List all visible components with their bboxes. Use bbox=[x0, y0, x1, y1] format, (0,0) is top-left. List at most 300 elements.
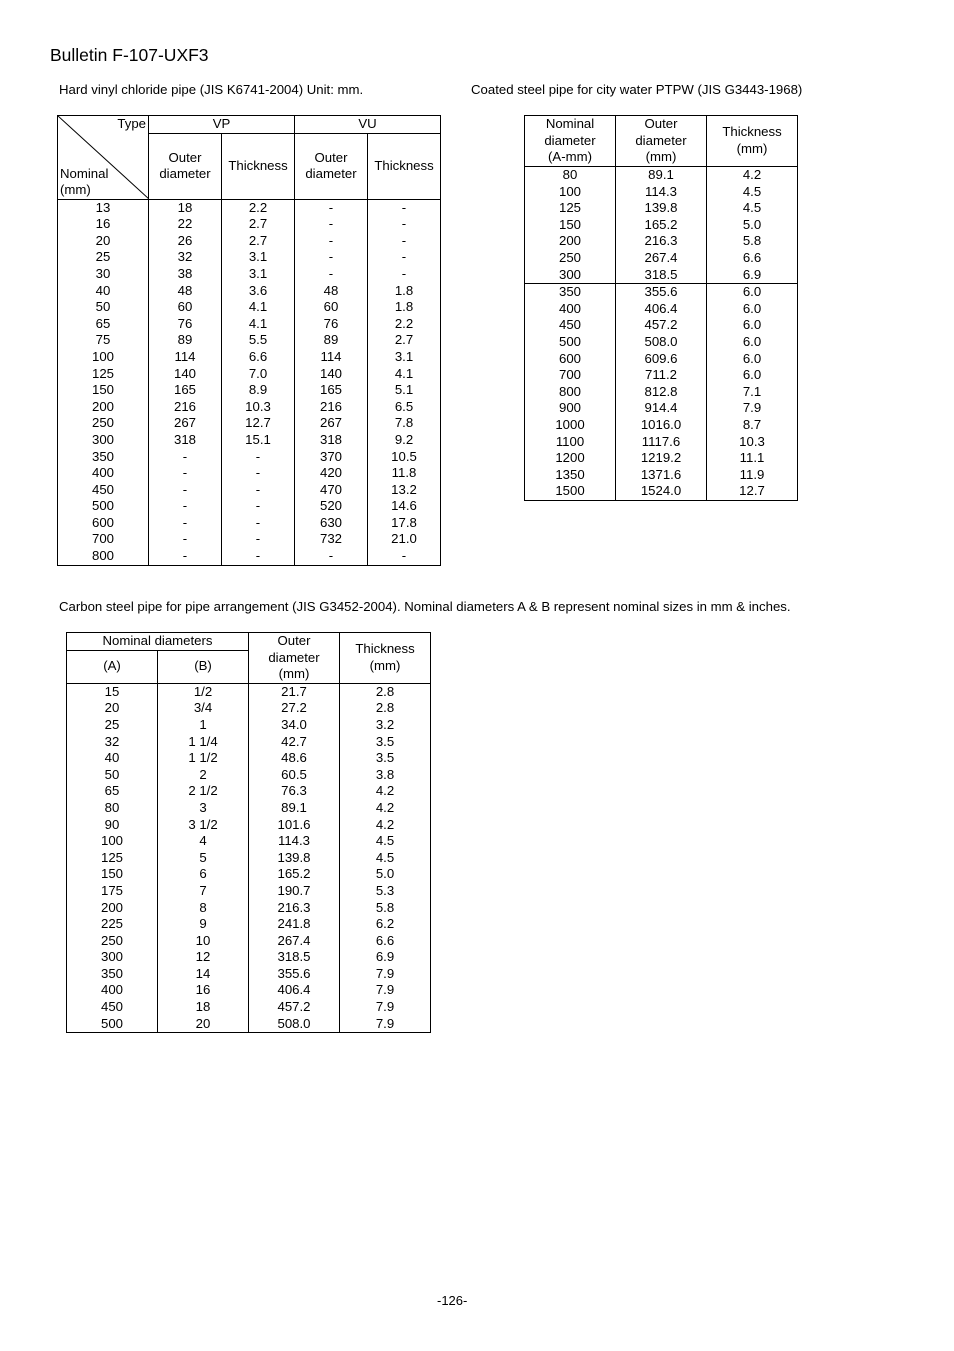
table-cell: 1200 bbox=[525, 450, 616, 467]
table-cell: 7.0 bbox=[222, 366, 295, 383]
table-cell: 10.3 bbox=[222, 399, 295, 416]
table-cell: 6.0 bbox=[707, 284, 798, 301]
table-cell: 914.4 bbox=[616, 400, 707, 417]
table-cell: 2 1/2 bbox=[158, 783, 249, 800]
table-row bbox=[58, 249, 441, 266]
vinyl-pipe-rows bbox=[58, 199, 441, 565]
table-cell: 25 bbox=[58, 249, 149, 266]
table-cell: 7.9 bbox=[340, 982, 431, 999]
table-cell: 140 bbox=[149, 366, 222, 383]
table-cell: 420 bbox=[295, 465, 368, 482]
table-cell: 76.3 bbox=[249, 783, 340, 800]
table-cell: - bbox=[368, 249, 441, 266]
table-cell: 89 bbox=[295, 332, 368, 349]
table-cell: 8.7 bbox=[707, 417, 798, 434]
table-row bbox=[58, 299, 441, 316]
header-line: Outer bbox=[277, 633, 311, 648]
table-cell: 27.2 bbox=[249, 700, 340, 717]
table-cell: 4.5 bbox=[707, 184, 798, 201]
table-cell: 3 bbox=[158, 800, 249, 817]
coated-pipe-caption: Coated steel pipe for city water PTPW (JIS G3443-1968) bbox=[471, 82, 803, 97]
header-line: (mm) bbox=[645, 149, 677, 165]
table-row bbox=[58, 399, 441, 416]
table-cell: 65 bbox=[67, 783, 158, 800]
table-row bbox=[58, 498, 441, 515]
table-cell: 5.8 bbox=[707, 233, 798, 250]
table-cell: 200 bbox=[67, 900, 158, 917]
table-cell: 1350 bbox=[525, 467, 616, 484]
table-row bbox=[67, 734, 431, 751]
table-cell: 20 bbox=[158, 1016, 249, 1033]
table-row bbox=[58, 449, 441, 466]
table-cell: 700 bbox=[58, 531, 149, 548]
table-cell: 11.1 bbox=[707, 450, 798, 467]
table-cell: 1.8 bbox=[368, 299, 441, 316]
table-row bbox=[525, 400, 798, 417]
table-cell: 80 bbox=[525, 167, 616, 184]
table-cell: 15 bbox=[67, 683, 158, 700]
table-cell: 350 bbox=[58, 449, 149, 466]
table-cell: 1 bbox=[158, 717, 249, 734]
header-line: diameter bbox=[544, 132, 596, 148]
table-cell: 700 bbox=[525, 367, 616, 384]
table-cell: 350 bbox=[525, 284, 616, 301]
outer-diameter-header bbox=[249, 633, 340, 684]
table-cell: 114.3 bbox=[249, 833, 340, 850]
table-row bbox=[58, 266, 441, 283]
table-row bbox=[58, 515, 441, 532]
table-cell: - bbox=[149, 531, 222, 548]
carbon-pipe-caption: Carbon steel pipe for pipe arrangement (JIS G3452-2004). Nominal diameters A & B represent nominal sizes in mm & inches. bbox=[59, 599, 791, 614]
table-row bbox=[525, 384, 798, 401]
table-cell: 125 bbox=[67, 850, 158, 867]
table-cell: 76 bbox=[149, 316, 222, 333]
table-cell: - bbox=[368, 233, 441, 250]
table-cell: - bbox=[368, 548, 441, 565]
table-row bbox=[58, 366, 441, 383]
table-cell: 4.5 bbox=[340, 833, 431, 850]
table-cell: 3.2 bbox=[340, 717, 431, 734]
table-cell: 7 bbox=[158, 883, 249, 900]
table-cell: 100 bbox=[67, 833, 158, 850]
table-cell: 9.2 bbox=[368, 432, 441, 449]
carbon-pipe-rows bbox=[67, 683, 431, 1032]
table-cell: 40 bbox=[58, 283, 149, 300]
table-cell: 11.8 bbox=[368, 465, 441, 482]
table-row bbox=[525, 200, 798, 217]
table-cell: 216 bbox=[149, 399, 222, 416]
table-cell: 5.8 bbox=[340, 900, 431, 917]
table-row bbox=[67, 800, 431, 817]
table-cell: 900 bbox=[525, 400, 616, 417]
table-cell: 4.2 bbox=[340, 800, 431, 817]
table-cell: 300 bbox=[58, 432, 149, 449]
table-row bbox=[67, 916, 431, 933]
header-line: Thickness bbox=[722, 124, 782, 140]
table-cell: 1219.2 bbox=[616, 450, 707, 467]
table-cell: 5 bbox=[158, 850, 249, 867]
table-cell: 6.0 bbox=[707, 301, 798, 318]
table-cell: 318.5 bbox=[249, 949, 340, 966]
table-row bbox=[525, 317, 798, 334]
table-row bbox=[525, 217, 798, 234]
coated-pipe-table bbox=[524, 115, 798, 501]
table-row bbox=[525, 450, 798, 467]
table-cell: - bbox=[368, 199, 441, 216]
table-row bbox=[67, 883, 431, 900]
table-cell: 450 bbox=[525, 317, 616, 334]
vinyl-pipe-caption: Hard vinyl chloride pipe (JIS K6741-2004) Unit: mm. bbox=[59, 82, 364, 97]
table-cell: 12.7 bbox=[222, 415, 295, 432]
table-cell: 40 bbox=[67, 750, 158, 767]
outer-diameter-header bbox=[616, 116, 707, 167]
table-row bbox=[58, 349, 441, 366]
table-row bbox=[58, 216, 441, 233]
table-cell: 3/4 bbox=[158, 700, 249, 717]
table-cell: 6.0 bbox=[707, 367, 798, 384]
table-cell: 406.4 bbox=[249, 982, 340, 999]
table-cell: 48 bbox=[149, 283, 222, 300]
table-cell: 2.7 bbox=[368, 332, 441, 349]
table-row bbox=[525, 434, 798, 451]
table-cell: 16 bbox=[58, 216, 149, 233]
table-cell: - bbox=[149, 482, 222, 499]
table-cell: 7.9 bbox=[707, 400, 798, 417]
table-cell: 5.0 bbox=[340, 866, 431, 883]
table-cell: 89 bbox=[149, 332, 222, 349]
table-cell: 470 bbox=[295, 482, 368, 499]
table-cell: 32 bbox=[67, 734, 158, 751]
table-cell: 5.5 bbox=[222, 332, 295, 349]
table-cell: 12.7 bbox=[707, 483, 798, 500]
table-row bbox=[525, 367, 798, 384]
table-cell: 6.0 bbox=[707, 317, 798, 334]
table-cell: 50 bbox=[67, 767, 158, 784]
table-row bbox=[67, 982, 431, 999]
table-cell: 89.1 bbox=[616, 167, 707, 184]
table-cell: 7.9 bbox=[340, 999, 431, 1016]
table-cell: 2 bbox=[158, 767, 249, 784]
table-cell: 60 bbox=[295, 299, 368, 316]
table-cell: 6.0 bbox=[707, 351, 798, 368]
table-cell: 114.3 bbox=[616, 184, 707, 201]
table-row bbox=[58, 316, 441, 333]
table-cell: 508.0 bbox=[249, 1016, 340, 1033]
table-cell: - bbox=[295, 233, 368, 250]
table-row bbox=[525, 483, 798, 500]
table-cell: 4.1 bbox=[368, 366, 441, 383]
table-cell: 3.5 bbox=[340, 750, 431, 767]
table-row bbox=[525, 267, 798, 284]
table-cell: 18 bbox=[149, 199, 222, 216]
table-cell: 6.2 bbox=[340, 916, 431, 933]
table-cell: 90 bbox=[67, 817, 158, 834]
table-cell: 406.4 bbox=[616, 301, 707, 318]
table-row bbox=[58, 415, 441, 432]
table-cell: 4.5 bbox=[707, 200, 798, 217]
table-cell: - bbox=[222, 498, 295, 515]
table-cell: 80 bbox=[67, 800, 158, 817]
table-cell: 6.0 bbox=[707, 334, 798, 351]
table-cell: 450 bbox=[58, 482, 149, 499]
table-cell: 4.2 bbox=[707, 167, 798, 184]
table-row bbox=[67, 767, 431, 784]
table-cell: 125 bbox=[58, 366, 149, 383]
table-cell: 3.1 bbox=[222, 266, 295, 283]
table-cell: 1100 bbox=[525, 434, 616, 451]
table-row bbox=[58, 482, 441, 499]
table-cell: - bbox=[149, 465, 222, 482]
table-cell: 20 bbox=[58, 233, 149, 250]
table-cell: 15.1 bbox=[222, 432, 295, 449]
table-row bbox=[58, 465, 441, 482]
table-cell: 267.4 bbox=[616, 250, 707, 267]
table-cell: 318 bbox=[149, 432, 222, 449]
table-cell: 14 bbox=[158, 966, 249, 983]
header-line: Thickness bbox=[355, 641, 415, 657]
table-cell: - bbox=[149, 515, 222, 532]
table-cell: 16 bbox=[158, 982, 249, 999]
nominal-diameters-header: Nominal diameters bbox=[67, 633, 249, 651]
table-cell: - bbox=[222, 515, 295, 532]
table-cell: 500 bbox=[58, 498, 149, 515]
table-cell: - bbox=[368, 266, 441, 283]
table-cell: 139.8 bbox=[616, 200, 707, 217]
table-cell: 6.6 bbox=[707, 250, 798, 267]
table-cell: 2.2 bbox=[368, 316, 441, 333]
header-line: diameter bbox=[635, 132, 687, 148]
table-cell: 7.1 bbox=[707, 384, 798, 401]
table-cell: 520 bbox=[295, 498, 368, 515]
table-row bbox=[525, 417, 798, 434]
table-row bbox=[525, 284, 798, 301]
table-cell: 267 bbox=[149, 415, 222, 432]
table-cell: - bbox=[295, 548, 368, 565]
table-cell: 350 bbox=[67, 966, 158, 983]
table-cell: - bbox=[149, 449, 222, 466]
header-line: (mm) bbox=[736, 141, 768, 156]
table-cell: 400 bbox=[67, 982, 158, 999]
table-cell: 7.9 bbox=[340, 966, 431, 983]
table-cell: 711.2 bbox=[616, 367, 707, 384]
table-row bbox=[525, 334, 798, 351]
table-cell: 267.4 bbox=[249, 933, 340, 950]
table-row bbox=[67, 900, 431, 917]
table-cell: 150 bbox=[67, 866, 158, 883]
coated-pipe-rows-group-2 bbox=[525, 284, 798, 501]
table-cell: 400 bbox=[58, 465, 149, 482]
vu-header: VU bbox=[295, 116, 441, 134]
table-row bbox=[525, 233, 798, 250]
table-cell: 2.8 bbox=[340, 683, 431, 700]
table-cell: 800 bbox=[525, 384, 616, 401]
table-cell: 139.8 bbox=[249, 850, 340, 867]
table-row bbox=[525, 467, 798, 484]
table-cell: 14.6 bbox=[368, 498, 441, 515]
table-row bbox=[58, 382, 441, 399]
table-row bbox=[58, 432, 441, 449]
table-row bbox=[525, 301, 798, 318]
table-cell: 165.2 bbox=[616, 217, 707, 234]
header-line: Nominal bbox=[545, 116, 595, 132]
table-cell: 1117.6 bbox=[616, 434, 707, 451]
table-cell: 1500 bbox=[525, 483, 616, 500]
header-line: (mm) bbox=[278, 666, 310, 682]
table-cell: 8.9 bbox=[222, 382, 295, 399]
table-cell: 21.0 bbox=[368, 531, 441, 548]
table-cell: - bbox=[295, 266, 368, 283]
table-cell: 60.5 bbox=[249, 767, 340, 784]
page-title: Bulletin F-107-UXF3 bbox=[50, 45, 209, 65]
table-cell: 457.2 bbox=[616, 317, 707, 334]
table-cell: 6.5 bbox=[368, 399, 441, 416]
vp-thickness-header: Thickness bbox=[222, 133, 295, 199]
table-cell: 32 bbox=[149, 249, 222, 266]
table-cell: 7.9 bbox=[340, 1016, 431, 1033]
table-row bbox=[67, 949, 431, 966]
table-cell: 1524.0 bbox=[616, 483, 707, 500]
table-cell: 4.5 bbox=[340, 850, 431, 867]
table-cell: 10.5 bbox=[368, 449, 441, 466]
table-cell: - bbox=[222, 482, 295, 499]
table-cell: 300 bbox=[67, 949, 158, 966]
table-cell: 50 bbox=[58, 299, 149, 316]
table-row bbox=[67, 683, 431, 700]
table-cell: 100 bbox=[525, 184, 616, 201]
table-row bbox=[58, 233, 441, 250]
table-cell: 300 bbox=[525, 267, 616, 284]
table-row bbox=[58, 548, 441, 565]
table-cell: - bbox=[222, 449, 295, 466]
thickness-header bbox=[340, 633, 431, 684]
table-cell: 5.0 bbox=[707, 217, 798, 234]
nominal-diameter-header bbox=[525, 116, 616, 167]
table-cell: 26 bbox=[149, 233, 222, 250]
table-cell: 48 bbox=[295, 283, 368, 300]
table-row bbox=[525, 167, 798, 184]
table-cell: 22 bbox=[149, 216, 222, 233]
table-row bbox=[67, 999, 431, 1016]
table-cell: 101.6 bbox=[249, 817, 340, 834]
thickness-header bbox=[707, 116, 798, 167]
table-cell: 5.1 bbox=[368, 382, 441, 399]
table-cell: 2.8 bbox=[340, 700, 431, 717]
vp-outer-diameter-header: Outer diameter bbox=[149, 133, 222, 199]
table-cell: 17.8 bbox=[368, 515, 441, 532]
nominal-a-header: (A) bbox=[67, 650, 158, 683]
table-row bbox=[67, 750, 431, 767]
table-row bbox=[58, 332, 441, 349]
table-cell: 450 bbox=[67, 999, 158, 1016]
header-line: Outer bbox=[644, 116, 678, 132]
table-cell: 3.1 bbox=[368, 349, 441, 366]
table-cell: 42.7 bbox=[249, 734, 340, 751]
table-cell: 250 bbox=[67, 933, 158, 950]
table-cell: 1/2 bbox=[158, 683, 249, 700]
table-cell: 9 bbox=[158, 916, 249, 933]
table-cell: - bbox=[295, 216, 368, 233]
table-cell: 140 bbox=[295, 366, 368, 383]
table-cell: 8 bbox=[158, 900, 249, 917]
table-cell: 190.7 bbox=[249, 883, 340, 900]
table-row bbox=[67, 933, 431, 950]
nominal-label-line2: (mm) bbox=[60, 182, 91, 198]
table-row bbox=[67, 700, 431, 717]
nominal-label-line1: Nominal bbox=[60, 165, 109, 181]
table-cell: 600 bbox=[525, 351, 616, 368]
table-cell: 1 1/4 bbox=[158, 734, 249, 751]
table-cell: 30 bbox=[58, 266, 149, 283]
table-cell: 6.9 bbox=[340, 949, 431, 966]
table-cell: 2.2 bbox=[222, 199, 295, 216]
table-cell: 3.5 bbox=[340, 734, 431, 751]
table-cell: 1 1/2 bbox=[158, 750, 249, 767]
table-cell: 5.3 bbox=[340, 883, 431, 900]
table-cell: 1000 bbox=[525, 417, 616, 434]
vu-outer-diameter-header: Outer diameter bbox=[295, 133, 368, 199]
table-cell: 4.1 bbox=[222, 316, 295, 333]
table-cell: 7.8 bbox=[368, 415, 441, 432]
table-row bbox=[67, 1016, 431, 1033]
header-line: (mm) bbox=[369, 657, 401, 673]
table-cell: 1.8 bbox=[368, 283, 441, 300]
table-cell: 75 bbox=[58, 332, 149, 349]
header-line: diameter bbox=[268, 649, 320, 665]
table-cell: 508.0 bbox=[616, 334, 707, 351]
table-cell: 25 bbox=[67, 717, 158, 734]
table-cell: 65 bbox=[58, 316, 149, 333]
table-cell: 150 bbox=[525, 217, 616, 234]
table-row bbox=[525, 184, 798, 201]
table-row bbox=[58, 199, 441, 216]
table-cell: 250 bbox=[58, 415, 149, 432]
table-row bbox=[58, 531, 441, 548]
table-cell: - bbox=[368, 216, 441, 233]
table-cell: 4.2 bbox=[340, 783, 431, 800]
table-cell: 6.9 bbox=[707, 267, 798, 284]
table-cell: 370 bbox=[295, 449, 368, 466]
table-cell: 18 bbox=[158, 999, 249, 1016]
table-cell: 125 bbox=[525, 200, 616, 217]
table-cell: 13.2 bbox=[368, 482, 441, 499]
table-cell: 114 bbox=[295, 349, 368, 366]
table-cell: 3.1 bbox=[222, 249, 295, 266]
table-cell: 10.3 bbox=[707, 434, 798, 451]
table-cell: 114 bbox=[149, 349, 222, 366]
table-cell: 21.7 bbox=[249, 683, 340, 700]
table-cell: 400 bbox=[525, 301, 616, 318]
table-cell: 38 bbox=[149, 266, 222, 283]
table-cell: 355.6 bbox=[249, 966, 340, 983]
table-row bbox=[67, 833, 431, 850]
table-cell: - bbox=[149, 498, 222, 515]
table-cell: 216.3 bbox=[249, 900, 340, 917]
table-cell: 13 bbox=[58, 199, 149, 216]
table-row bbox=[67, 966, 431, 983]
table-cell: 318 bbox=[295, 432, 368, 449]
table-cell: 355.6 bbox=[616, 284, 707, 301]
page-number: -126- bbox=[437, 1293, 468, 1308]
table-cell: 800 bbox=[58, 548, 149, 565]
table-row bbox=[525, 250, 798, 267]
table-cell: 216.3 bbox=[616, 233, 707, 250]
table-row bbox=[67, 817, 431, 834]
table-row bbox=[67, 717, 431, 734]
table-cell: 2.7 bbox=[222, 216, 295, 233]
table-cell: 10 bbox=[158, 933, 249, 950]
table-cell: 165 bbox=[149, 382, 222, 399]
nominal-label bbox=[60, 166, 108, 199]
